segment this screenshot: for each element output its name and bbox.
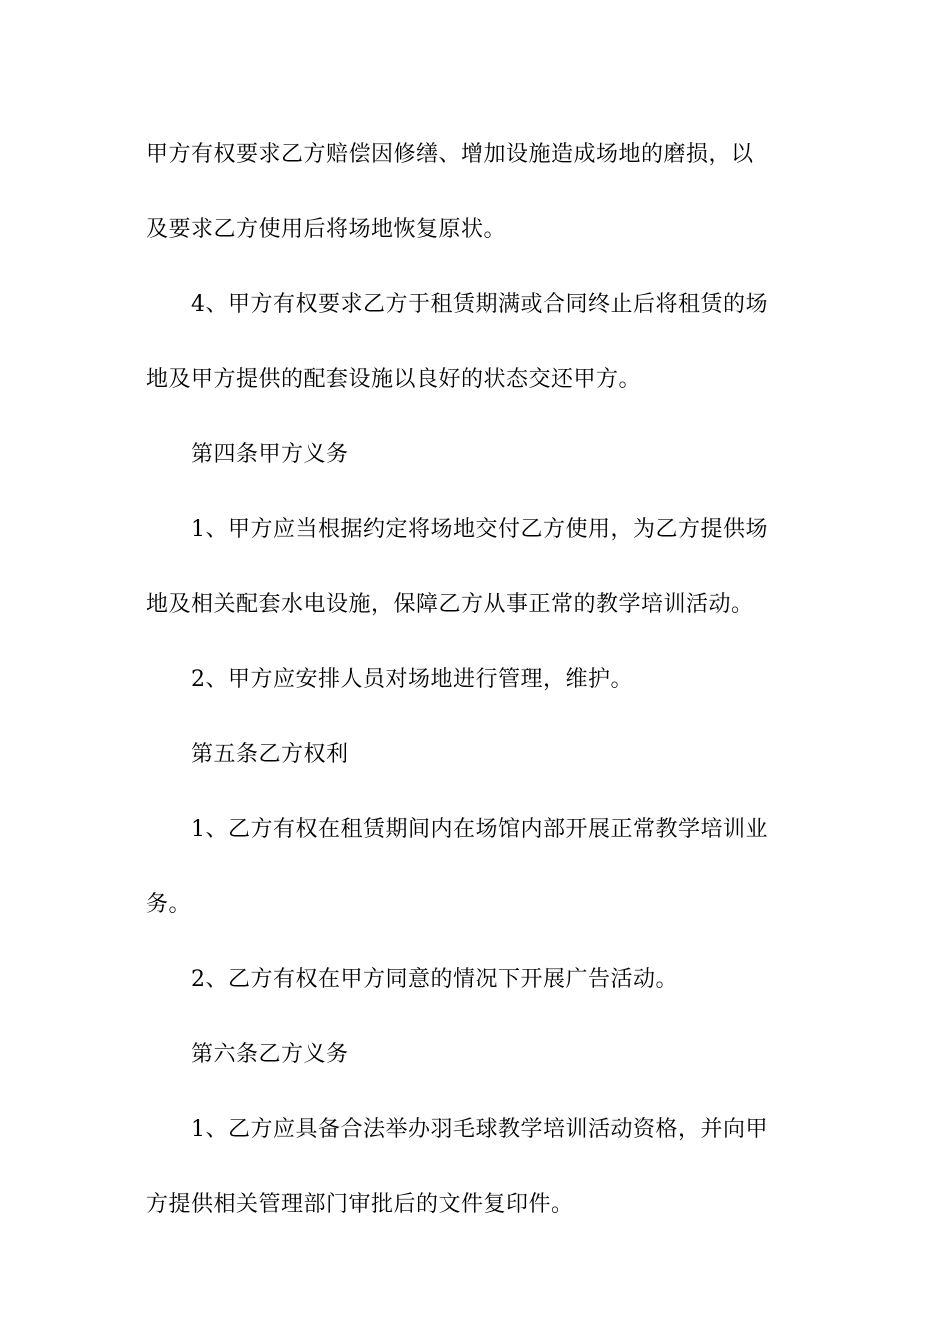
section-heading: 第六条乙方义务: [191, 1042, 349, 1067]
text-line: 4、甲方有权要求乙方于租赁期满或合同终止后将租赁的场: [191, 292, 768, 317]
text-line: 甲方有权要求乙方赔偿因修缮、增加设施造成场地的磨损，以: [146, 142, 754, 167]
text-line: 1、乙方有权在租赁期间内在场馆内部开展正常教学培训业: [191, 817, 768, 842]
text-line: 地及甲方提供的配套设施以良好的状态交还甲方。: [146, 367, 642, 392]
text-line: 2、乙方有权在甲方同意的情况下开展广告活动。: [191, 967, 678, 992]
document-body: [146, 126, 810, 1251]
text-line: 地及相关配套水电设施，保障乙方从事正常的教学培训活动。: [146, 592, 754, 617]
text-line: 务。: [146, 892, 192, 917]
text-line: 方提供相关管理部门审批后的文件复印件。: [146, 1192, 574, 1217]
text-line: 2、甲方应安排人员对场地进行管理，维护。: [191, 667, 633, 692]
text-line: 1、甲方应当根据约定将场地交付乙方使用，为乙方提供场: [191, 517, 768, 542]
text-line: 1、乙方应具备合法举办羽毛球教学培训活动资格，并向甲: [191, 1117, 768, 1142]
section-heading: 第四条甲方义务: [191, 442, 349, 467]
text-line: 及要求乙方使用后将场地恢复原状。: [146, 217, 507, 242]
section-heading: 第五条乙方权利: [191, 742, 349, 767]
